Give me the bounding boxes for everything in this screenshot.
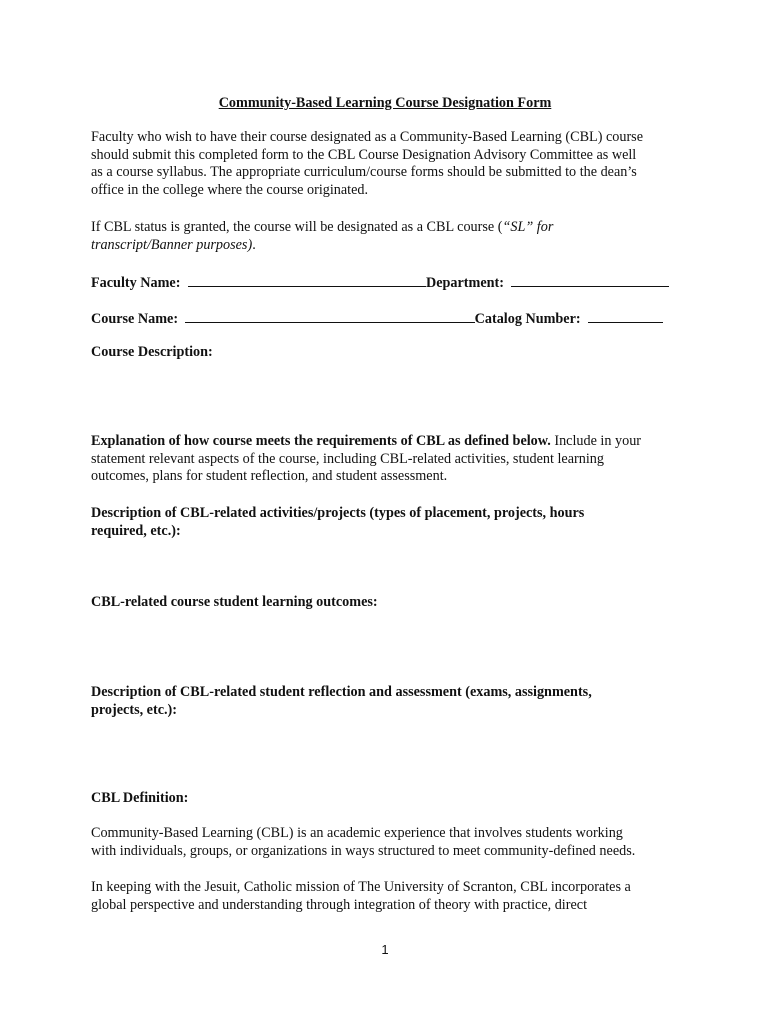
definition-paragraph [91,825,691,860]
form-title: Community-Based Learning Course Designation Form [218,95,552,111]
intro-line: Faculty who wish to have their course designated as a Community-Based Learning (CBL) course [91,129,643,145]
reflection-heading-line-2: projects, etc.): [91,701,177,718]
status-line-1 [91,219,691,237]
explanation-rest: Include in your [550,433,642,449]
course-name-label: Course Name: [91,311,179,327]
activities-heading [91,505,691,540]
explanation-line-2: statement relevant aspects of the course, including CBL-related activities, student learning [91,450,604,467]
mission-line: In keeping with the Jesuit, Catholic mission of The University of Scranton, CBL incorporates a [91,879,631,895]
course-catalog-row [91,309,663,329]
faculty-name-field[interactable] [188,273,426,287]
explanation-line-3: outcomes, plans for student reflection, and student assessment. [91,468,448,485]
catalog-number-field[interactable] [588,309,663,323]
department-label: Department: [425,275,504,291]
faculty-name-label: Faculty Name: [91,275,181,291]
intro-line: as a course syllabus. The appropriate curriculum/course forms should be submitted to the dean’s [91,164,637,181]
intro-line: office in the college where the course originated. [91,181,369,198]
catalog-number-label: Catalog Number: [474,311,581,327]
outcomes-heading: CBL-related course student learning outcomes: [91,594,378,610]
status-prefix: If CBL status is granted, the course will be designated as a CBL course ( [91,219,503,235]
mission-paragraph [91,879,691,914]
status-line-2 [91,237,691,255]
explanation-paragraph [91,433,691,486]
status-italic-2: transcript/Banner purposes) [91,236,253,253]
reflection-heading [91,684,691,719]
mission-line: global perspective and understanding through integration of theory with practice, direct [91,896,588,913]
intro-paragraph [91,129,691,199]
course-name-field[interactable] [185,309,475,323]
course-description-label: Course Description: [91,344,213,360]
intro-line: should submit this completed form to the CBL Course Designation Advisory Committee as well [91,146,637,163]
department-field[interactable] [511,273,669,287]
explanation-line-1 [91,433,691,451]
explanation-lead: Explanation of how course meets the requirements of CBL as defined below. [91,433,551,449]
activities-heading-line-2: required, etc.): [91,522,181,539]
definition-line: Community-Based Learning (CBL) is an academic experience that involves students working [91,825,623,841]
status-suffix: . [252,236,256,253]
status-italic-1: “SL” for [502,219,554,235]
definition-heading: CBL Definition: [91,790,189,806]
activities-heading-line-1: Description of CBL-related activities/projects (types of placement, projects, hours [91,505,585,521]
status-paragraph [91,219,691,254]
faculty-department-row [91,273,669,293]
definition-line: with individuals, groups, or organizations in ways structured to meet community-defined needs. [91,842,636,859]
reflection-heading-line-1: Description of CBL-related student reflection and assessment (exams, assignments, [91,684,592,700]
page-number: 1 [381,942,389,957]
